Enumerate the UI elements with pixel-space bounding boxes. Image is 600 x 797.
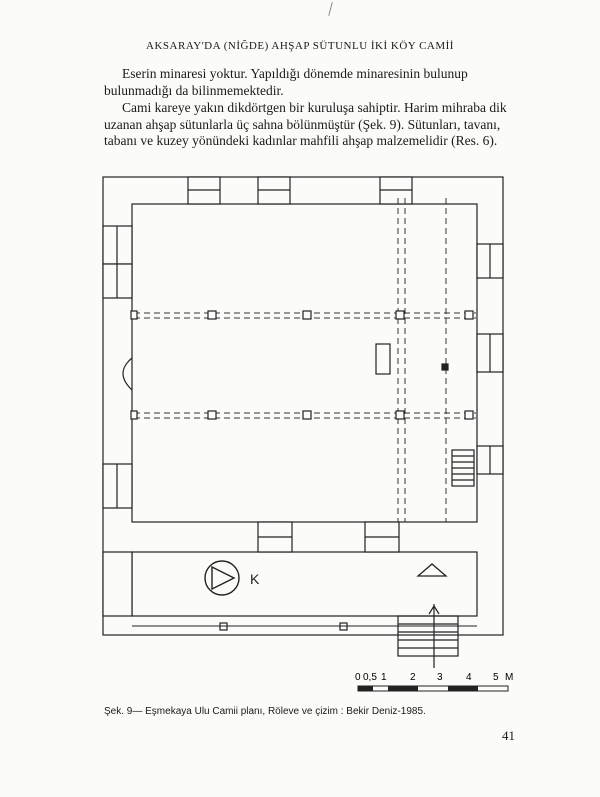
minber-rect bbox=[376, 344, 390, 374]
floor-plan bbox=[100, 168, 520, 698]
label-k: K bbox=[250, 571, 260, 587]
margin-mark bbox=[328, 2, 333, 16]
entrance-stairs bbox=[398, 616, 458, 656]
north-triangle bbox=[418, 564, 446, 576]
portico-inner-wall bbox=[132, 552, 477, 616]
svg-text:0,5: 0,5 bbox=[363, 672, 377, 683]
svg-text:0: 0 bbox=[355, 672, 361, 683]
page-number: 41 bbox=[502, 728, 515, 743]
svg-text:5: 5 bbox=[493, 672, 499, 683]
scale-bar bbox=[355, 672, 513, 691]
svg-text:3: 3 bbox=[437, 672, 443, 683]
harim-inner-wall bbox=[132, 204, 477, 522]
figure-caption: Şek. 9— Eşmekaya Ulu Camii planı, Röleve ve çizim : Bekir Deniz-1985. bbox=[104, 706, 426, 717]
mahfil-stairs bbox=[452, 450, 474, 486]
paragraph-2: Cami kareye yakın dikdörtgen bir kuruluşa sahiptir. Harim mihraba dik uzanan ahşap sütunlarla üç sahna bölünmüştür (Şek. 9). Sütunları, tavanı, tabanı ve kuzey yönündeki kadınlar mahfili ahşap malzemelidir (Res. 6). bbox=[104, 100, 507, 148]
mihrab-niche bbox=[123, 358, 132, 390]
svg-text:2: 2 bbox=[410, 672, 416, 683]
outer-wall bbox=[103, 177, 503, 635]
svg-text:1: 1 bbox=[381, 672, 387, 683]
paragraph-1: Eserin minaresi yoktur. Yapıldığı dönemde minaresinin bulunup bulunmadığı da bilinmemektedir. bbox=[104, 66, 468, 98]
svg-text:M: M bbox=[505, 672, 514, 683]
portico-left-opening bbox=[103, 552, 132, 616]
svg-text:4: 4 bbox=[466, 672, 472, 683]
mihrab-symbol bbox=[205, 561, 239, 595]
running-header: AKSARAY'DA (NİĞDE) AHŞAP SÜTUNLU İKİ KÖY CAMİİ bbox=[146, 40, 454, 52]
columns bbox=[131, 311, 473, 419]
